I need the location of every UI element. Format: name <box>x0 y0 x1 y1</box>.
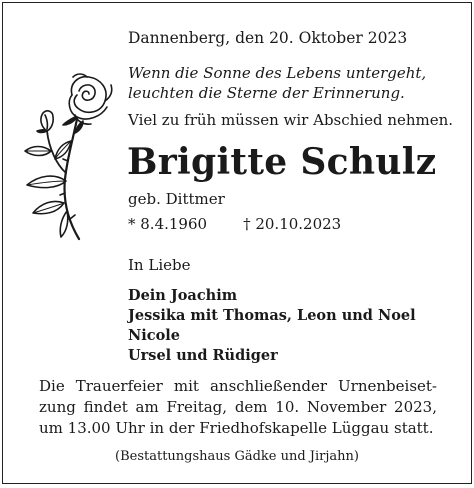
birth-name: geb. Dittmer <box>128 190 225 208</box>
deceased-name: Brigitte Schulz <box>127 141 437 183</box>
mourner: Ursel und Rüdiger <box>128 347 278 364</box>
mourner: Nicole <box>128 327 180 344</box>
rose-icon <box>17 69 117 248</box>
death-date: † 20.10.2023 <box>243 215 342 233</box>
life-dates <box>128 215 341 233</box>
birth-date: * 8.4.1960 <box>128 215 208 233</box>
place-date: Dannenberg, den 20. Oktober 2023 <box>128 29 408 47</box>
quote-line: Wenn die Sonne des Lebens untergeht, <box>128 64 427 82</box>
ceremony-line: Die Trauerfeier mit anschließender Urnenbeiset- <box>39 377 437 395</box>
mourner: Dein Joachim <box>128 287 238 304</box>
farewell-text: Viel zu früh müssen wir Abschied nehmen. <box>128 111 454 129</box>
mourners-list <box>128 286 416 366</box>
ceremony-line: um 13.00 Uhr in der Friedhofskapelle Lüggau statt. <box>39 419 434 437</box>
death-notice <box>2 2 472 484</box>
in-love-label: In Liebe <box>128 256 191 274</box>
memorial-quote <box>128 63 426 103</box>
ceremony-info <box>39 376 437 418</box>
mourner: Jessika mit Thomas, Leon und Noel <box>128 307 416 324</box>
quote-line: leuchten die Sterne der Erinnerung. <box>128 84 405 102</box>
ceremony-line: zung findet am Freitag, dem 10. November 2023, <box>39 398 437 416</box>
funeral-home: (Bestattungshaus Gädke und Jirjahn) <box>115 449 359 464</box>
